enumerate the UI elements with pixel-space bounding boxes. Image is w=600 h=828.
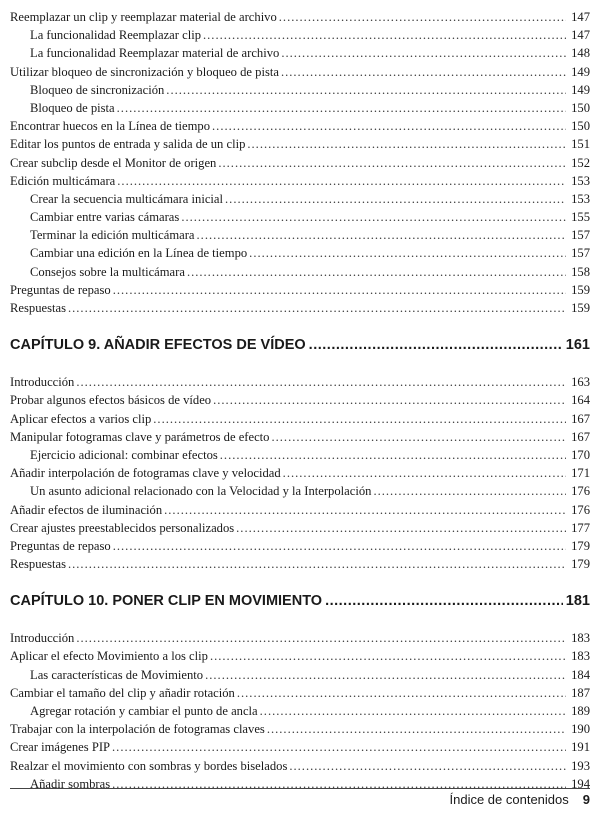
toc-subentry[interactable] — [10, 226, 590, 244]
toc-entry[interactable] — [10, 647, 590, 665]
dot-leader — [218, 154, 566, 172]
dot-leader — [187, 263, 566, 281]
entry-title: Bloqueo de sincronización — [30, 82, 165, 97]
dot-leader — [212, 117, 566, 135]
entry-title: Añadir sombras — [30, 776, 111, 791]
entry-title: Probar algunos efectos básicos de vídeo — [10, 393, 212, 408]
dot-leader — [68, 555, 566, 573]
dot-leader — [309, 327, 563, 363]
toc-entry[interactable] — [10, 757, 590, 775]
toc-subentry[interactable] — [10, 482, 590, 500]
dot-leader — [289, 757, 566, 775]
entry-title: Encontrar huecos en la Línea de tiempo — [10, 119, 211, 134]
page-number: 9 — [582, 792, 590, 807]
dot-leader — [281, 63, 566, 81]
entry-page: 167 — [571, 429, 590, 444]
entry-title: Respuestas — [10, 301, 66, 315]
toc-entry[interactable] — [10, 738, 590, 756]
chapter-gap — [10, 363, 590, 373]
dot-leader — [112, 775, 566, 793]
entry-page: 194 — [571, 776, 590, 791]
dot-leader — [260, 702, 566, 720]
entry-title: Consejos sobre la multicámara — [30, 264, 185, 279]
dot-leader — [197, 226, 566, 244]
entry-title: Preguntas de repaso — [10, 538, 111, 553]
dot-leader — [76, 373, 566, 391]
entry-page: 153 — [571, 173, 590, 188]
entry-title: Preguntas de repaso — [10, 282, 111, 297]
entry-title: La funcionalidad Reemplazar clip — [30, 28, 201, 43]
toc-subentry[interactable] — [10, 263, 590, 281]
dot-leader — [237, 684, 566, 702]
toc-entry[interactable] — [10, 8, 590, 26]
chapter-heading[interactable] — [10, 583, 590, 619]
toc-subentry[interactable] — [10, 208, 590, 226]
dot-leader — [279, 8, 566, 26]
entry-title: La funcionalidad Reemplazar material de archivo — [30, 46, 280, 61]
chapter-page: 181 — [565, 593, 590, 610]
entry-title: Un asunto adicional relacionado con la Velocidad y la Interpolación — [30, 484, 372, 499]
dot-leader — [271, 428, 566, 446]
toc-entry[interactable] — [10, 555, 590, 573]
entry-page: 158 — [571, 264, 590, 279]
entry-page: 147 — [571, 10, 590, 24]
dot-leader — [112, 738, 566, 756]
entry-page: 170 — [571, 447, 590, 462]
toc-entry[interactable] — [10, 629, 590, 647]
entry-page: 193 — [571, 758, 590, 773]
entry-page: 187 — [571, 685, 590, 700]
toc-page — [10, 8, 590, 793]
toc-entry[interactable] — [10, 299, 590, 317]
toc-entry[interactable] — [10, 63, 590, 81]
dot-leader — [113, 281, 566, 299]
entry-page: 184 — [571, 667, 590, 682]
entry-title: Crear imágenes PIP — [10, 740, 111, 755]
dot-leader — [213, 391, 566, 409]
entry-page: 157 — [571, 246, 590, 261]
entry-page: 148 — [571, 46, 590, 61]
toc-entry[interactable] — [10, 373, 590, 391]
dot-leader — [181, 208, 566, 226]
dot-leader — [164, 501, 566, 519]
entry-title: Bloqueo de pista — [30, 100, 115, 115]
toc-subentry[interactable] — [10, 81, 590, 99]
entry-page: 163 — [571, 375, 590, 390]
toc-subentry[interactable] — [10, 26, 590, 44]
entry-title: Utilizar bloqueo de sincronización y bloqueo de pista — [10, 64, 279, 79]
entry-page: 191 — [571, 740, 590, 755]
entry-page: 152 — [571, 155, 590, 170]
entry-title: Cambiar una edición en la Línea de tiempo — [30, 246, 248, 261]
dot-leader — [210, 647, 566, 665]
entry-page: 164 — [571, 393, 590, 408]
chapter-page: 161 — [565, 337, 590, 354]
toc-subentry[interactable] — [10, 446, 590, 464]
toc-entry[interactable] — [10, 684, 590, 702]
entry-title: Manipular fotogramas clave y parámetros de efecto — [10, 429, 270, 444]
entry-page: 177 — [571, 520, 590, 535]
entry-title: Cambiar el tamaño del clip y añadir rotación — [10, 685, 235, 700]
entry-title: Terminar la edición multicámara — [30, 228, 195, 243]
entry-title: Aplicar efectos a varios clip — [10, 411, 152, 426]
entry-page: 159 — [571, 282, 590, 297]
toc-entry[interactable] — [10, 428, 590, 446]
entry-title: Ejercicio adicional: combinar efectos — [30, 447, 218, 462]
entry-page: 171 — [571, 466, 590, 481]
dot-leader — [220, 446, 566, 464]
chapter-heading[interactable] — [10, 327, 590, 363]
dot-leader — [283, 464, 566, 482]
dot-leader — [225, 190, 566, 208]
chapter-title: CAPÍTULO 10. PONER CLIP EN MOVIMIENTO — [10, 593, 323, 610]
toc-entry[interactable] — [10, 464, 590, 482]
toc-subentry[interactable] — [10, 190, 590, 208]
footer-label: Índice de contenidos — [449, 792, 569, 807]
toc-entry[interactable] — [10, 391, 590, 409]
dot-leader — [203, 26, 566, 44]
dot-leader — [325, 583, 563, 619]
entry-title: Edición multicámara — [10, 173, 116, 188]
chapter-gap — [10, 317, 590, 327]
footer-rule — [10, 788, 590, 789]
entry-page: 183 — [571, 631, 590, 646]
entry-page: 150 — [571, 100, 590, 115]
dot-leader — [153, 410, 566, 428]
entry-page: 150 — [571, 119, 590, 134]
entry-title: Cambiar entre varias cámaras — [30, 210, 180, 225]
entry-page: 157 — [571, 228, 590, 243]
entry-page: 190 — [571, 722, 590, 737]
entry-title: Crear ajustes preestablecidos personalizados — [10, 520, 235, 535]
toc-entry[interactable] — [10, 720, 590, 738]
toc-subentry[interactable] — [10, 775, 590, 793]
entry-title: Añadir interpolación de fotogramas clave y velocidad — [10, 466, 281, 481]
entry-page: 179 — [571, 538, 590, 553]
dot-leader — [166, 81, 566, 99]
toc-subentry[interactable] — [10, 44, 590, 62]
entry-title: Aplicar el efecto Movimiento a los clip — [10, 649, 208, 664]
entry-page: 189 — [571, 704, 590, 718]
dot-leader — [76, 629, 566, 647]
toc-subentry[interactable] — [10, 99, 590, 117]
dot-leader — [281, 44, 566, 62]
entry-title: Añadir efectos de iluminación — [10, 502, 163, 517]
toc-entry[interactable] — [10, 501, 590, 519]
toc-subentry[interactable] — [10, 702, 590, 720]
toc-entry[interactable] — [10, 519, 590, 537]
toc-entry[interactable] — [10, 410, 590, 428]
entry-title: Respuestas — [10, 557, 66, 572]
entry-page: 179 — [571, 557, 590, 572]
dot-leader — [236, 519, 566, 537]
entry-title: Crear subclip desde el Monitor de origen — [10, 155, 217, 170]
table-of-contents — [10, 8, 590, 793]
entry-page: 167 — [571, 411, 590, 426]
chapter-title: CAPÍTULO 9. AÑADIR EFECTOS DE VÍDEO — [10, 337, 306, 354]
chapter-gap — [10, 573, 590, 583]
toc-entry[interactable] — [10, 172, 590, 190]
toc-entry[interactable] — [10, 281, 590, 299]
entry-page: 155 — [571, 210, 590, 225]
dot-leader — [267, 720, 566, 738]
chapter-gap — [10, 619, 590, 629]
entry-page: 151 — [571, 137, 590, 152]
entry-title: Realzar el movimiento con sombras y bordes biselados — [10, 758, 288, 773]
toc-subentry[interactable] — [10, 244, 590, 262]
toc-entry[interactable] — [10, 154, 590, 172]
dot-leader — [247, 135, 566, 153]
entry-title: Las características de Movimiento — [30, 667, 204, 682]
dot-leader — [117, 99, 566, 117]
dot-leader — [113, 537, 566, 555]
entry-page: 149 — [571, 64, 590, 79]
entry-page: 147 — [571, 28, 590, 43]
entry-page: 149 — [571, 82, 590, 97]
toc-entry[interactable] — [10, 537, 590, 555]
entry-title: Editar los puntos de entrada y salida de un clip — [10, 137, 246, 152]
entry-title: Introducción — [10, 375, 75, 390]
entry-page: 159 — [571, 301, 590, 315]
entry-title: Trabajar con la interpolación de fotogramas claves — [10, 722, 265, 737]
toc-entry[interactable] — [10, 117, 590, 135]
entry-page: 153 — [571, 191, 590, 206]
entry-page: 176 — [571, 484, 590, 499]
dot-leader — [117, 172, 566, 190]
entry-page: 176 — [571, 502, 590, 517]
entry-title: Reemplazar un clip y reemplazar material de archivo — [10, 10, 277, 24]
page-footer — [450, 792, 591, 807]
entry-title: Introducción — [10, 631, 75, 646]
dot-leader — [205, 666, 566, 684]
entry-title: Crear la secuencia multicámara inicial — [30, 191, 224, 206]
dot-leader — [373, 482, 566, 500]
dot-leader — [249, 244, 566, 262]
toc-subentry[interactable] — [10, 666, 590, 684]
entry-page: 183 — [571, 649, 590, 664]
toc-entry[interactable] — [10, 135, 590, 153]
entry-title: Agregar rotación y cambiar el punto de ancla — [30, 704, 258, 718]
dot-leader — [68, 299, 566, 317]
